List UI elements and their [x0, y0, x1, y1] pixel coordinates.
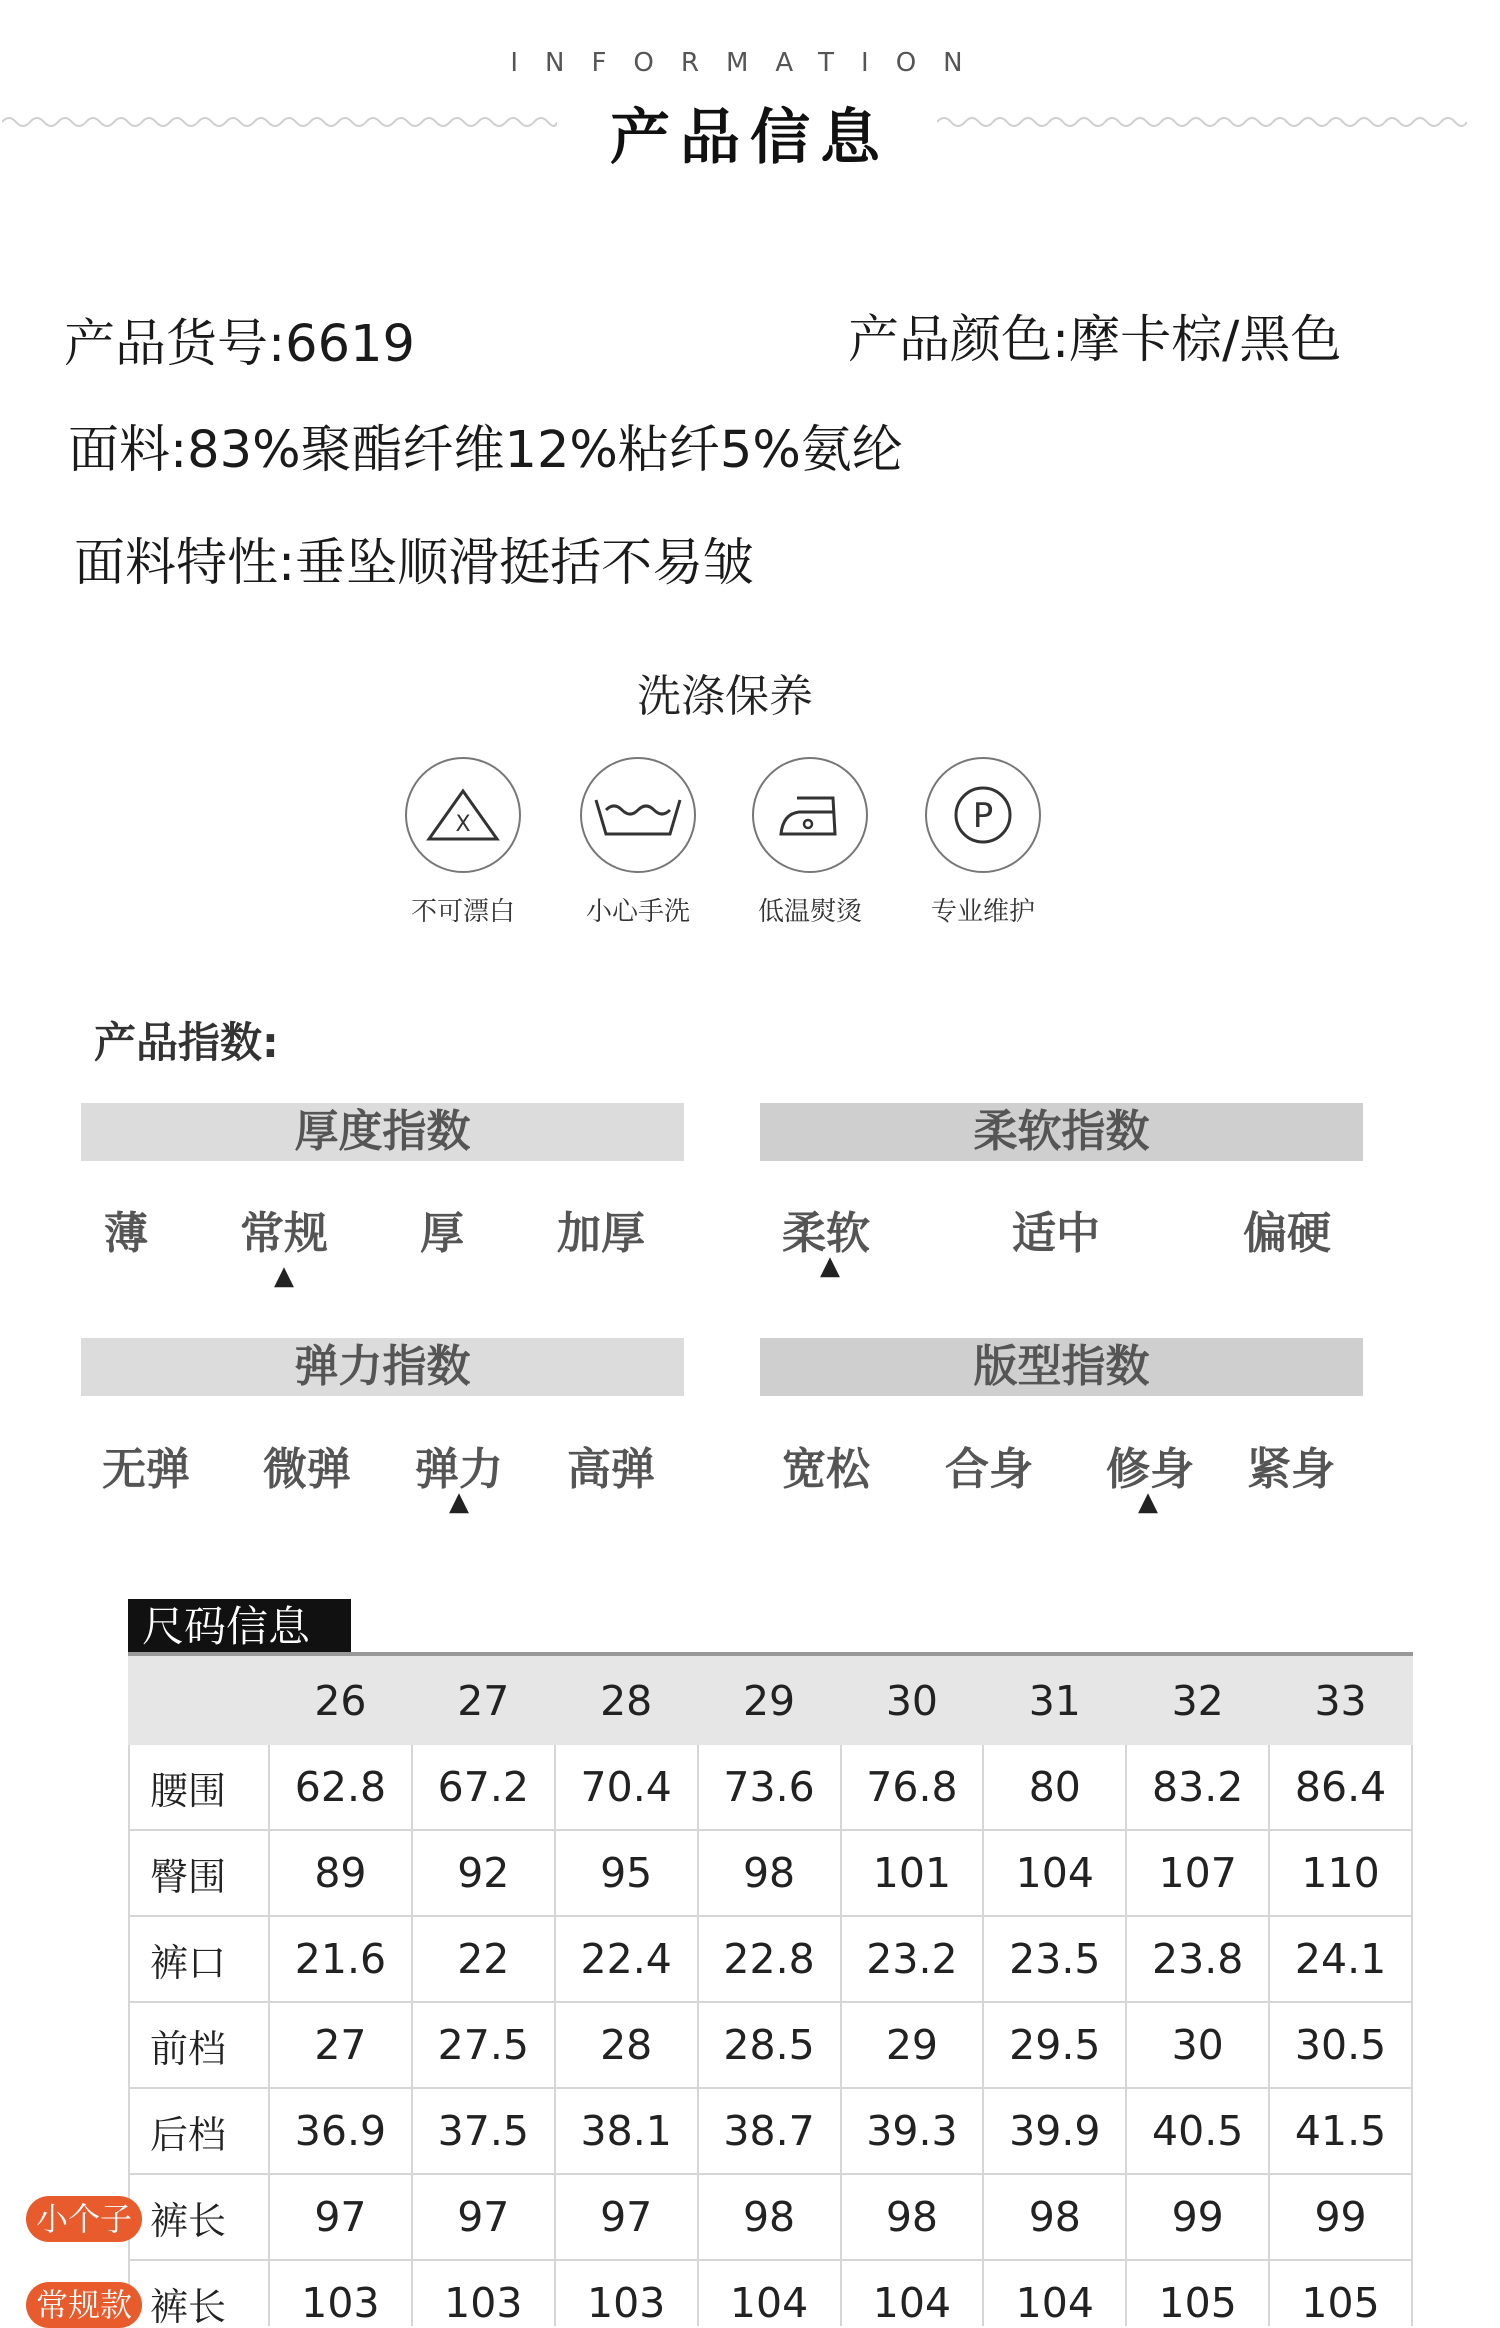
table-cell: 103	[555, 2260, 698, 2326]
table-cell: 23.2	[841, 1916, 984, 2002]
size-header-cell: 27	[412, 1657, 555, 1744]
table-cell: 89	[269, 1830, 412, 1916]
professional-care-icon	[925, 757, 1041, 873]
care-label: 小心手洗	[585, 897, 690, 927]
softness-option: 适中	[1012, 1208, 1100, 1259]
header-corner	[129, 1657, 269, 1744]
table-cell: 104	[983, 2260, 1126, 2326]
care-item-professional	[893, 757, 1073, 928]
no-bleach-icon	[405, 757, 521, 873]
elasticity-option: 高弹	[567, 1444, 655, 1495]
table-cell: 97	[412, 2174, 555, 2260]
table-cell: 101	[841, 1830, 984, 1916]
thickness-index-title: 厚度指数	[81, 1103, 684, 1161]
fit-selected-marker-icon: ▲	[1138, 1487, 1158, 1517]
row-label: 裤长	[129, 2260, 269, 2326]
table-cell: 40.5	[1126, 2088, 1269, 2174]
fit-index-title: 版型指数	[760, 1338, 1363, 1396]
index-heading: 产品指数:	[94, 1018, 279, 1067]
regular-badge: 常规款	[26, 2282, 142, 2328]
table-row	[129, 2002, 1412, 2088]
size-table	[128, 1652, 1413, 2326]
row-label: 前档	[129, 2002, 269, 2088]
table-cell: 103	[412, 2260, 555, 2326]
elasticity-index-title: 弹力指数	[81, 1338, 684, 1396]
size-header-cell: 30	[841, 1657, 984, 1744]
softness-index-title: 柔软指数	[760, 1103, 1363, 1161]
table-cell: 83.2	[1126, 1744, 1269, 1830]
table-cell: 22.4	[555, 1916, 698, 2002]
table-cell: 30	[1126, 2002, 1269, 2088]
thickness-option: 厚	[420, 1208, 464, 1259]
table-cell: 27	[269, 2002, 412, 2088]
table-cell: 39.9	[983, 2088, 1126, 2174]
table-cell: 67.2	[412, 1744, 555, 1830]
size-header-cell: 31	[983, 1657, 1126, 1744]
low-iron-icon	[752, 757, 868, 873]
table-cell: 38.1	[555, 2088, 698, 2174]
care-item-hand-wash	[548, 757, 728, 928]
size-header-cell: 33	[1269, 1657, 1412, 1744]
care-label: 专业维护	[930, 897, 1035, 927]
table-cell: 22	[412, 1916, 555, 2002]
care-label: 低温熨烫	[757, 897, 862, 927]
table-cell: 104	[983, 1830, 1126, 1916]
product-sku: 产品货号:6619	[64, 315, 415, 374]
table-row	[129, 2088, 1412, 2174]
table-cell: 97	[269, 2174, 412, 2260]
table-cell: 29.5	[983, 2002, 1126, 2088]
elasticity-option: 微弹	[263, 1444, 351, 1495]
table-row	[129, 2174, 1412, 2260]
fit-option: 合身	[945, 1444, 1033, 1495]
table-cell: 62.8	[269, 1744, 412, 1830]
size-table-title: 尺码信息	[128, 1599, 351, 1654]
svg-text:X: X	[455, 812, 471, 837]
table-cell: 41.5	[1269, 2088, 1412, 2174]
size-header-cell: 26	[269, 1657, 412, 1744]
table-cell: 28	[555, 2002, 698, 2088]
table-cell: 21.6	[269, 1916, 412, 2002]
table-cell: 73.6	[698, 1744, 841, 1830]
hand-wash-icon	[580, 757, 696, 873]
header-cn-title: 产品信息	[610, 103, 890, 173]
table-cell: 27.5	[412, 2002, 555, 2088]
table-row	[129, 1744, 1412, 1830]
table-cell: 38.7	[698, 2088, 841, 2174]
care-item-low-iron	[720, 757, 900, 928]
table-cell: 36.9	[269, 2088, 412, 2174]
table-cell: 99	[1269, 2174, 1412, 2260]
table-cell: 98	[698, 1830, 841, 1916]
size-header-cell: 28	[555, 1657, 698, 1744]
table-cell: 30.5	[1269, 2002, 1412, 2088]
header-en-title: INFORMATION	[510, 48, 990, 78]
fit-option: 紧身	[1247, 1444, 1335, 1495]
table-cell: 23.8	[1126, 1916, 1269, 2002]
fit-option: 修身	[1106, 1444, 1194, 1495]
table-cell: 92	[412, 1830, 555, 1916]
table-row	[129, 2260, 1412, 2326]
svg-text:P: P	[972, 796, 994, 836]
petite-badge: 小个子	[26, 2196, 142, 2242]
thickness-selected-marker-icon: ▲	[274, 1261, 294, 1291]
size-header-row	[129, 1657, 1412, 1744]
care-title: 洗涤保养	[637, 671, 813, 722]
table-cell: 104	[841, 2260, 984, 2326]
table-cell: 99	[1126, 2174, 1269, 2260]
row-label: 后档	[129, 2088, 269, 2174]
row-label: 裤口	[129, 1916, 269, 2002]
elasticity-option: 弹力	[415, 1444, 503, 1495]
care-item-no-bleach	[373, 757, 553, 928]
softness-option: 偏硬	[1243, 1208, 1331, 1259]
table-cell: 103	[269, 2260, 412, 2326]
table-cell: 37.5	[412, 2088, 555, 2174]
table-cell: 95	[555, 1830, 698, 1916]
table-row	[129, 1830, 1412, 1916]
table-cell: 29	[841, 2002, 984, 2088]
table-cell: 22.8	[698, 1916, 841, 2002]
fit-option: 宽松	[782, 1444, 870, 1495]
row-label: 臀围	[129, 1830, 269, 1916]
table-cell: 105	[1269, 2260, 1412, 2326]
table-cell: 70.4	[555, 1744, 698, 1830]
table-cell: 76.8	[841, 1744, 984, 1830]
thickness-option: 薄	[104, 1208, 148, 1259]
product-feature: 面料特性:垂坠顺滑挺括不易皱	[74, 534, 755, 593]
table-cell: 110	[1269, 1830, 1412, 1916]
table-cell: 86.4	[1269, 1744, 1412, 1830]
table-cell: 98	[983, 2174, 1126, 2260]
row-label: 腰围	[129, 1744, 269, 1830]
size-header-cell: 32	[1126, 1657, 1269, 1744]
table-cell: 24.1	[1269, 1916, 1412, 2002]
table-cell: 107	[1126, 1830, 1269, 1916]
table-cell: 105	[1126, 2260, 1269, 2326]
decorative-wave-right	[937, 112, 1467, 132]
elasticity-option: 无弹	[102, 1444, 190, 1495]
table-cell: 80	[983, 1744, 1126, 1830]
table-cell: 98	[841, 2174, 984, 2260]
softness-selected-marker-icon: ▲	[820, 1251, 840, 1281]
table-row	[129, 1916, 1412, 2002]
thickness-option: 常规	[240, 1208, 328, 1259]
softness-option: 柔软	[782, 1208, 870, 1259]
thickness-option: 加厚	[557, 1208, 645, 1259]
size-header-cell: 29	[698, 1657, 841, 1744]
table-cell: 28.5	[698, 2002, 841, 2088]
care-label: 不可漂白	[410, 897, 515, 927]
table-cell: 98	[698, 2174, 841, 2260]
elasticity-selected-marker-icon: ▲	[449, 1487, 469, 1517]
table-cell: 97	[555, 2174, 698, 2260]
table-cell: 104	[698, 2260, 841, 2326]
product-color: 产品颜色:摩卡棕/黑色	[848, 311, 1342, 370]
table-cell: 39.3	[841, 2088, 984, 2174]
product-fabric: 面料:83%聚酯纤维12%粘纤5%氨纶	[68, 421, 903, 480]
table-cell: 23.5	[983, 1916, 1126, 2002]
row-label: 裤长	[129, 2174, 269, 2260]
